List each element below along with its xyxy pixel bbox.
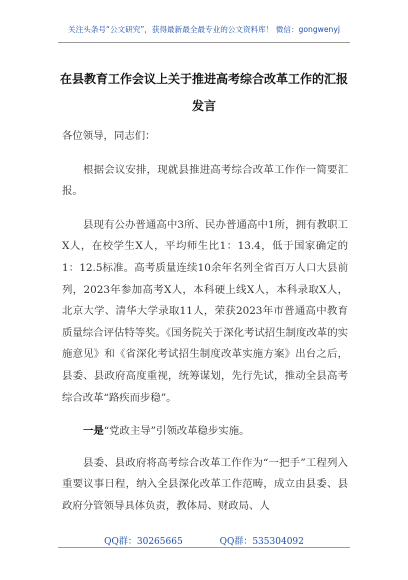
document-title: 在县教育工作会议上关于推进高考综合改革工作的汇报发言 [60,72,349,113]
footer-contact [0,534,408,547]
paragraph-overview: 县现有公办普通高中3所、民办普通高中1所，拥有教职工X人，在校学生X人，平均师生比1：13.4，低于国家确定的1：12.5标准。高考质量连续10余年名列全省百万人口大县前列，2023年参加高考X人，本科硬上线X人，本科录取X人，北京大学、清华大学录取11人，荣获2023年市普通高中教育质量综合评估特等奖。《国务院关于深化考试招生制度改革的实施意见》和《省深化考试招生制度改革实施方案》出台之后，县委、县政府高度重视，统筹谋划，先行先试，推动全县高考综合改革“路疾而步稳”。 [62,218,348,404]
qq-group-1: QQ群：30265665 [104,537,183,547]
section-heading-1 [62,421,348,443]
section-lead: 一是 [83,425,104,438]
paragraph-intro: 根据会议安排，现就县推进高考综合改革工作作一简要汇报。 [62,163,348,198]
section-heading-text: “党政主导”引领改革稳步实施。 [103,425,250,438]
header-divider [58,42,350,43]
header-banner: 关注头条号“公文研究”，获得最新最全最专业的公文资料库！ 微信：gongwenyj [68,25,340,34]
qq-group-2: QQ群：535304092 [219,537,304,547]
document-body [62,126,348,518]
footer-divider [58,547,350,548]
salutation: 各位领导，同志们： [62,130,156,142]
paragraph-section-1: 县委、县政府将高考综合改革工作作为“一把手”工程列入重要议事日程，纳入全县深化改革工作范畴，成立由县委、县政府分管领导具体负责，教体局、财政局、人 [62,456,348,512]
